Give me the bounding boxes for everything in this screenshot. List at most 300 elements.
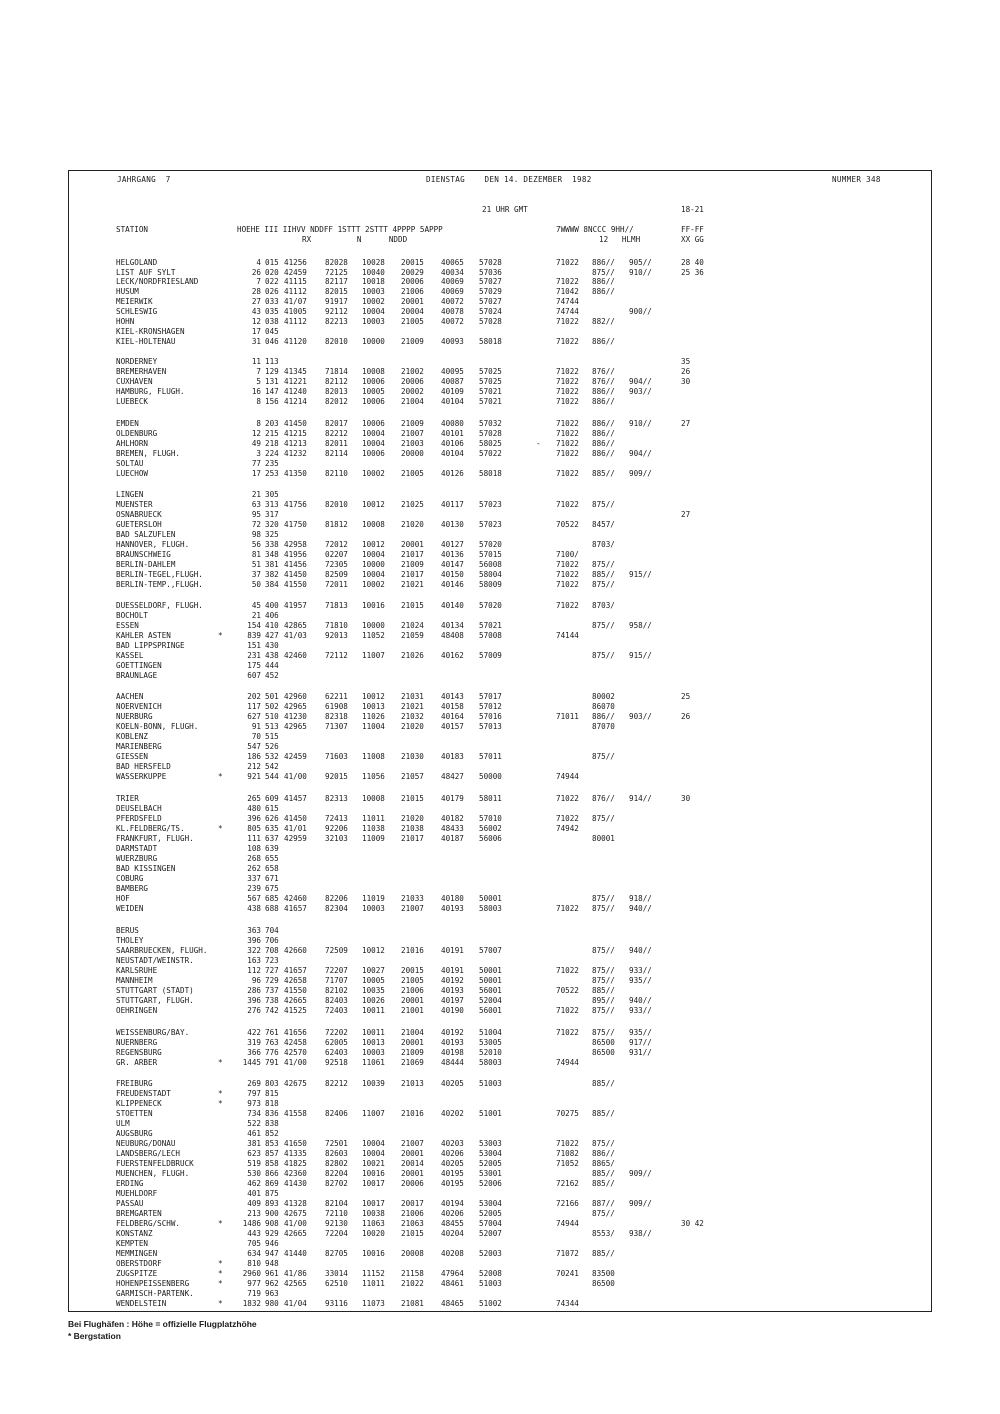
synop-group: 41120: [284, 337, 307, 346]
group-8: 886//: [592, 397, 615, 406]
station-name: HELGOLAND: [116, 258, 158, 267]
station-height: 443: [247, 1229, 261, 1238]
synop-group: 41240: [284, 387, 307, 396]
group-9: 900//: [629, 307, 652, 316]
station-name: DARMSTADT: [116, 844, 158, 853]
synop-group: 82010: [325, 500, 348, 509]
group-7: 71022: [556, 1006, 579, 1015]
station-number: 515: [265, 732, 279, 741]
station-number: 685: [265, 894, 279, 903]
station-number: 382: [265, 570, 279, 579]
synop-group: 57029: [479, 287, 502, 296]
station-height: 151: [247, 641, 261, 650]
station-name: HANNOVER, FLUGH.: [116, 540, 190, 549]
synop-group: 40072: [441, 317, 464, 326]
station-height: 547: [247, 742, 261, 751]
synop-group: 20006: [401, 1179, 424, 1188]
synop-group: 82206: [325, 894, 348, 903]
mountain-station-marker: *: [218, 1259, 223, 1268]
synop-group: 92206: [325, 824, 348, 833]
synop-group: 57025: [479, 367, 502, 376]
group-7: 71022: [556, 580, 579, 589]
synop-group: 92112: [325, 307, 348, 316]
group-8: 885//: [592, 1079, 615, 1088]
synop-group: 10002: [362, 297, 385, 306]
synop-group: 20029: [401, 268, 424, 277]
synop-group: 58018: [479, 337, 502, 346]
synop-group: 41/00: [284, 1058, 307, 1067]
station-number: 818: [265, 1099, 279, 1108]
synop-group: 42960: [284, 692, 307, 701]
synop-group: 41230: [284, 712, 307, 721]
synop-group: 21007: [401, 1139, 424, 1148]
station-number: 502: [265, 702, 279, 711]
synop-group: 11011: [362, 814, 385, 823]
synop-group: 40101: [441, 429, 464, 438]
station-height: 56: [251, 540, 261, 549]
synop-group: 40150: [441, 570, 464, 579]
synop-group: 52005: [479, 1209, 502, 1218]
group-7: 71042: [556, 287, 579, 296]
group-8: 887//: [592, 1199, 615, 1208]
station-height: 31: [251, 337, 261, 346]
station-height: 21: [251, 490, 261, 499]
group-8: 885//: [592, 1109, 615, 1118]
synop-group: 21038: [401, 824, 424, 833]
station-number: 384: [265, 580, 279, 589]
group-7: 71022: [556, 429, 579, 438]
group-7: 71022: [556, 367, 579, 376]
mountain-station-marker: *: [218, 1219, 223, 1228]
group-7: 71022: [556, 337, 579, 346]
group-9: 938//: [629, 1229, 652, 1238]
station-name: BRAUNSCHWEIG: [116, 550, 171, 559]
group-8: 885//: [592, 1179, 615, 1188]
synop-group: 41/04: [284, 1299, 307, 1308]
synop-group: 20001: [401, 1149, 424, 1158]
station-number: 948: [265, 1259, 279, 1268]
synop-group: 40034: [441, 268, 464, 277]
group-7: 74944: [556, 1058, 579, 1067]
group-9: 958//: [629, 621, 652, 630]
synop-group: 11052: [362, 631, 385, 640]
group-9: 935//: [629, 1028, 652, 1037]
station-number: 742: [265, 1006, 279, 1015]
station-name: HOF: [116, 894, 130, 903]
station-name: FRANKFURT, FLUGH.: [116, 834, 194, 843]
synop-group: 56001: [479, 986, 502, 995]
synop-group: 10012: [362, 946, 385, 955]
station-number: 738: [265, 996, 279, 1005]
synop-group: 40157: [441, 722, 464, 731]
group-7: 71022: [556, 904, 579, 913]
synop-group: 52005: [479, 1159, 502, 1168]
station-number: 513: [265, 722, 279, 731]
group-9: 904//: [629, 449, 652, 458]
synop-group: 11038: [362, 824, 385, 833]
group-9: 903//: [629, 712, 652, 721]
synop-group: 40164: [441, 712, 464, 721]
station-height: 1486: [242, 1219, 261, 1228]
synop-group: 40202: [441, 1109, 464, 1118]
synop-group: 40197: [441, 996, 464, 1005]
station-height: 8: [256, 419, 261, 428]
group-8: 886//: [592, 258, 615, 267]
station-name: BOCHOLT: [116, 611, 149, 620]
synop-group: 11007: [362, 1109, 385, 1118]
group-7: 74744: [556, 307, 579, 316]
station-number: 026: [265, 287, 279, 296]
station-number: 218: [265, 439, 279, 448]
station-name: WEIDEN: [116, 904, 144, 913]
station-height: 50: [251, 580, 261, 589]
synop-group: 40203: [441, 1139, 464, 1148]
synop-group: 40093: [441, 337, 464, 346]
station-height: 396: [247, 936, 261, 945]
group-8: 875//: [592, 560, 615, 569]
station-number: 038: [265, 317, 279, 326]
synop-group: 40158: [441, 702, 464, 711]
synop-group: 82318: [325, 712, 348, 721]
synop-group: 92013: [325, 631, 348, 640]
group-7: 71022: [556, 1028, 579, 1037]
group-7: 71022: [556, 439, 579, 448]
station-height: 186: [247, 752, 261, 761]
synop-group: 58009: [479, 580, 502, 589]
synop-group: 21033: [401, 894, 424, 903]
synop-group: 11152: [362, 1269, 385, 1278]
station-number: 046: [265, 337, 279, 346]
synop-group: 41440: [284, 1249, 307, 1258]
station-number: 320: [265, 520, 279, 529]
synop-group: 10011: [362, 1006, 385, 1015]
synop-group: 71814: [325, 367, 348, 376]
group-9: 931//: [629, 1048, 652, 1057]
synop-group: 40106: [441, 439, 464, 448]
synop-group: 42360: [284, 1169, 307, 1178]
synop-group: 82212: [325, 1079, 348, 1088]
synop-group: 71307: [325, 722, 348, 731]
station-number: 803: [265, 1079, 279, 1088]
synop-group: 82204: [325, 1169, 348, 1178]
synop-group: 10021: [362, 1159, 385, 1168]
synop-group: 21007: [401, 429, 424, 438]
group-7: 71022: [556, 560, 579, 569]
synop-group: 48433: [441, 824, 464, 833]
group-9: 933//: [629, 966, 652, 975]
synop-group: 21015: [401, 601, 424, 610]
wind-gusts: 25 36: [681, 268, 704, 277]
synop-group: 53005: [479, 1038, 502, 1047]
group-8: 875//: [592, 976, 615, 985]
station-name: WUERZBURG: [116, 854, 158, 863]
synop-group: 72204: [325, 1229, 348, 1238]
station-name: GARMISCH-PARTENK.: [116, 1289, 194, 1298]
wind-column-subheader: XX GG: [681, 235, 704, 244]
synop-group: 52007: [479, 1229, 502, 1238]
station-height: 21: [251, 611, 261, 620]
synop-group: 10003: [362, 317, 385, 326]
station-height: 43: [251, 307, 261, 316]
station-height: 212: [247, 762, 261, 771]
synop-group: 72125: [325, 268, 348, 277]
synop-group: 41214: [284, 397, 307, 406]
synop-group: 48461: [441, 1279, 464, 1288]
synop-group: 57010: [479, 814, 502, 823]
synop-group: 57013: [479, 722, 502, 731]
synop-group: 11056: [362, 772, 385, 781]
group-7: 71022: [556, 387, 579, 396]
station-name: CUXHAVEN: [116, 377, 153, 386]
group-9: 915//: [629, 570, 652, 579]
station-height: 705: [247, 1239, 261, 1248]
station-height: 409: [247, 1199, 261, 1208]
synop-group: 82012: [325, 397, 348, 406]
station-name: BREMERHAVEN: [116, 367, 167, 376]
synop-group: 62510: [325, 1279, 348, 1288]
synop-group: 10012: [362, 692, 385, 701]
synop-group: 21004: [401, 397, 424, 406]
station-height: 12: [251, 429, 261, 438]
station-name: KLIPPENECK: [116, 1099, 162, 1108]
station-name: LUEBECK: [116, 397, 149, 406]
synop-group: 11004: [362, 722, 385, 731]
station-name: KOBLENZ: [116, 732, 149, 741]
station-number: 224: [265, 449, 279, 458]
station-height: 16: [251, 387, 261, 396]
synop-group: 93116: [325, 1299, 348, 1308]
station-height: 519: [247, 1159, 261, 1168]
synop-group: 20000: [401, 449, 424, 458]
groups-column-subheader: RX N NDDD: [302, 235, 408, 244]
group-9: 933//: [629, 1006, 652, 1015]
group-8: 86500: [592, 1279, 615, 1288]
station-height: 268: [247, 854, 261, 863]
synop-group: 21081: [401, 1299, 424, 1308]
station-number: 866: [265, 1169, 279, 1178]
station-name: KEMPTEN: [116, 1239, 149, 1248]
group-8: 886//: [592, 429, 615, 438]
group-8: 885//: [592, 986, 615, 995]
station-height: 72: [251, 520, 261, 529]
station-number: 729: [265, 976, 279, 985]
station-name: STUTTGART (STADT): [116, 986, 194, 995]
station-name: BERUS: [116, 926, 139, 935]
station-height: 231: [247, 651, 261, 660]
group7-column-subheader: 12 HLMH: [599, 235, 641, 244]
synop-group: 57023: [479, 520, 502, 529]
synop-group: 58003: [479, 904, 502, 913]
synop-group: 41350: [284, 469, 307, 478]
synop-group: 21013: [401, 1079, 424, 1088]
station-number: 857: [265, 1149, 279, 1158]
group-8: 875//: [592, 904, 615, 913]
synop-group: 40069: [441, 277, 464, 286]
group-8: 886//: [592, 449, 615, 458]
station-height: 396: [247, 996, 261, 1005]
synop-group: 71707: [325, 976, 348, 985]
period-label: 18-21: [681, 205, 704, 214]
group-8: 875//: [592, 894, 615, 903]
station-height: 797: [247, 1089, 261, 1098]
synop-group: 92130: [325, 1219, 348, 1228]
group-7: 74144: [556, 631, 579, 640]
synop-group: 21009: [401, 560, 424, 569]
group-8: 875//: [592, 752, 615, 761]
station-name: FELDBERG/SCHW.: [116, 1219, 181, 1228]
group-7: 72166: [556, 1199, 579, 1208]
station-height: 262: [247, 864, 261, 873]
synop-group: 48455: [441, 1219, 464, 1228]
synop-group: 40182: [441, 814, 464, 823]
station-height: 627: [247, 712, 261, 721]
group-9: 917//: [629, 1038, 652, 1047]
station-number: 671: [265, 874, 279, 883]
station-number: 410: [265, 621, 279, 630]
station-height: 11: [251, 357, 261, 366]
station-name: KIEL-HOLTENAU: [116, 337, 176, 346]
station-name: AUGSBURG: [116, 1129, 153, 1138]
group-7: 70241: [556, 1269, 579, 1278]
station-name: EMDEN: [116, 419, 139, 428]
synop-group: 10006: [362, 449, 385, 458]
mountain-station-marker: *: [218, 631, 223, 640]
station-name: LECK/NORDFRIESLAND: [116, 277, 199, 286]
synop-group: 41005: [284, 307, 307, 316]
group-7: 70275: [556, 1109, 579, 1118]
station-name: LINGEN: [116, 490, 144, 499]
station-number: 542: [265, 762, 279, 771]
group-8: 886//: [592, 712, 615, 721]
synop-group: 82104: [325, 1199, 348, 1208]
synop-group: 48444: [441, 1058, 464, 1067]
synop-group: 82406: [325, 1109, 348, 1118]
station-name: LUECHOW: [116, 469, 149, 478]
station-number: 737: [265, 986, 279, 995]
synop-group: 40104: [441, 397, 464, 406]
synop-group: 21020: [401, 520, 424, 529]
synop-group: 41112: [284, 287, 307, 296]
station-height: 111: [247, 834, 261, 843]
synop-group: 40080: [441, 419, 464, 428]
station-height: 530: [247, 1169, 261, 1178]
station-name: AHLHORN: [116, 439, 149, 448]
synop-group: 72413: [325, 814, 348, 823]
synop-group: 52003: [479, 1249, 502, 1258]
station-name: BERLIN-TEMP.,FLUGH.: [116, 580, 203, 589]
synop-group: 21026: [401, 651, 424, 660]
station-number: 869: [265, 1179, 279, 1188]
synop-group: 57021: [479, 621, 502, 630]
synop-group: 40127: [441, 540, 464, 549]
station-number: 658: [265, 864, 279, 873]
station-name: WEISSENBURG/BAY.: [116, 1028, 190, 1037]
station-number: 317: [265, 510, 279, 519]
synop-group: 21002: [401, 367, 424, 376]
group-7: 71022: [556, 258, 579, 267]
synop-group: 10002: [362, 469, 385, 478]
synop-group: 21009: [401, 1048, 424, 1057]
station-name: PFERDSFELD: [116, 814, 162, 823]
station-height: 396: [247, 814, 261, 823]
synop-group: 21063: [401, 1219, 424, 1228]
synop-group: 20017: [401, 1199, 424, 1208]
synop-group: 58011: [479, 794, 502, 803]
group-7: 71022: [556, 500, 579, 509]
station-height: 719: [247, 1289, 261, 1298]
station-name: NOERVENICH: [116, 702, 162, 711]
mountain-station-marker: *: [218, 824, 223, 833]
group-7: 71022: [556, 277, 579, 286]
mountain-station-marker: *: [218, 1089, 223, 1098]
synop-group: 21001: [401, 1006, 424, 1015]
synop-group: 21005: [401, 317, 424, 326]
station-height: 91: [251, 722, 261, 731]
wind-gusts: 27: [681, 419, 691, 428]
station-number: 452: [265, 671, 279, 680]
station-number: 963: [265, 1289, 279, 1298]
synop-group: 40146: [441, 580, 464, 589]
group-9: 915//: [629, 651, 652, 660]
group-7: 71022: [556, 966, 579, 975]
synop-group: 41657: [284, 904, 307, 913]
synop-group: 21004: [401, 1028, 424, 1037]
synop-group: 40191: [441, 966, 464, 975]
station-name: MARIENBERG: [116, 742, 162, 751]
group-8: 80002: [592, 692, 615, 701]
wind-gusts: 28 40: [681, 258, 704, 267]
station-name: BAD KISSINGEN: [116, 864, 176, 873]
group-7: 70522: [556, 986, 579, 995]
synop-group: 40187: [441, 834, 464, 843]
station-number: 045: [265, 327, 279, 336]
mountain-station-marker: *: [218, 1299, 223, 1308]
group-9: 905//: [629, 258, 652, 267]
group-8: 87070: [592, 722, 615, 731]
station-name: OLDENBURG: [116, 429, 158, 438]
station-number: 430: [265, 641, 279, 650]
synop-group: 41/01: [284, 824, 307, 833]
synop-group: 57022: [479, 449, 502, 458]
group-7: 71022: [556, 317, 579, 326]
station-number: 791: [265, 1058, 279, 1067]
station-name: MUENSTER: [116, 500, 153, 509]
station-number: 348: [265, 550, 279, 559]
synop-group: 57028: [479, 429, 502, 438]
station-height: 480: [247, 804, 261, 813]
station-height: 163: [247, 956, 261, 965]
synop-group: 10004: [362, 1139, 385, 1148]
synop-group: 21022: [401, 1279, 424, 1288]
synop-group: 82117: [325, 277, 348, 286]
synop-group: 42958: [284, 540, 307, 549]
synop-group: 20004: [401, 307, 424, 316]
group-7: 71022: [556, 469, 579, 478]
synop-group: 57021: [479, 387, 502, 396]
wind-gusts: 30 42: [681, 1219, 704, 1228]
synop-group: 82114: [325, 449, 348, 458]
synop-group: 41650: [284, 1139, 307, 1148]
synop-group: 40143: [441, 692, 464, 701]
station-name: WENDELSTEIN: [116, 1299, 167, 1308]
station-number: 235: [265, 459, 279, 468]
group-7: 74942: [556, 824, 579, 833]
station-height: 286: [247, 986, 261, 995]
synop-group: 40136: [441, 550, 464, 559]
synop-group: 10016: [362, 1169, 385, 1178]
synop-group: 10013: [362, 1038, 385, 1047]
synop-group: 10027: [362, 966, 385, 975]
